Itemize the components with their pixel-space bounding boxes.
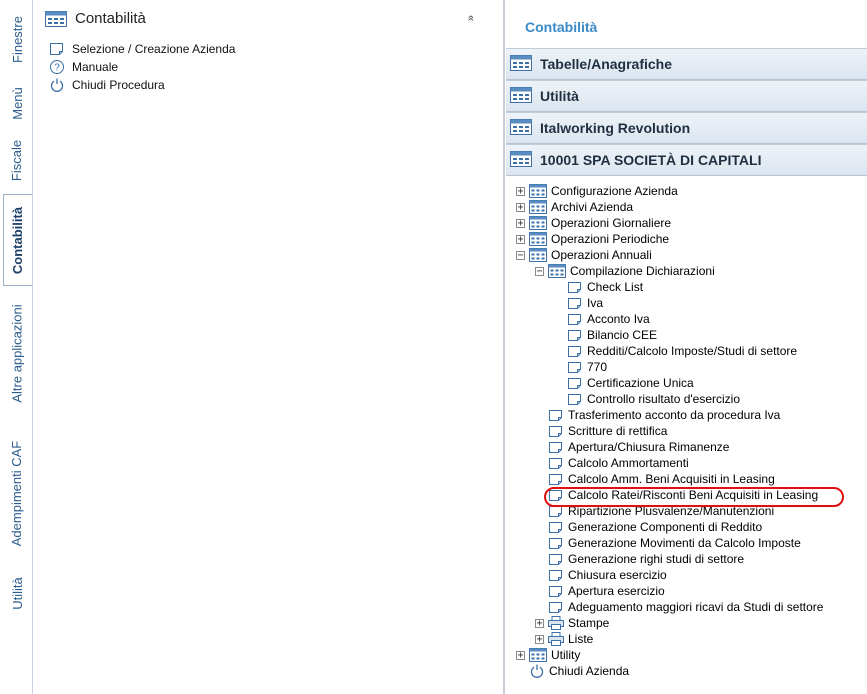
document-icon	[567, 361, 583, 374]
expand-icon[interactable]: +	[536, 633, 543, 645]
expand-icon[interactable]: +	[536, 617, 543, 629]
tree-node-label: Ripartizione Plusvalenze/Manutenzioni	[568, 504, 775, 518]
grid-menu-icon	[510, 151, 532, 170]
tree-node[interactable]	[535, 615, 609, 631]
tab-adempimenti-caf-label: Adempimenti CAF	[9, 440, 25, 546]
tree-node[interactable]	[548, 471, 775, 487]
collapse-icon[interactable]: »	[465, 14, 478, 22]
tree-node[interactable]	[567, 391, 740, 407]
help-icon	[49, 59, 65, 75]
tree-node[interactable]	[535, 263, 715, 279]
tree-node-label: Generazione Componenti di Reddito	[568, 520, 763, 534]
tree-node-label: Apertura esercizio	[568, 584, 665, 598]
tree-node[interactable]	[516, 199, 633, 215]
tree-node[interactable]	[548, 583, 665, 599]
tree-node[interactable]	[567, 327, 657, 343]
tab-menu[interactable]	[4, 80, 30, 126]
folder-grid-icon	[529, 232, 547, 246]
document-icon	[548, 489, 564, 502]
tree-node[interactable]	[567, 359, 607, 375]
tree-node[interactable]	[516, 215, 671, 231]
grid-menu-icon	[45, 11, 67, 27]
collapse-icon[interactable]: −	[536, 265, 543, 277]
tree-node[interactable]	[567, 311, 650, 327]
tree-node[interactable]	[567, 279, 643, 295]
right-navigation-panel	[505, 0, 867, 694]
document-icon	[548, 505, 564, 518]
tree-node-label: 770	[587, 360, 608, 374]
tree-node-label: Compilazione Dichiarazioni	[570, 264, 715, 278]
document-icon	[548, 553, 564, 566]
tab-contabilita-label: Contabilità	[10, 206, 26, 274]
tree-node-label: Redditi/Calcolo Imposte/Studi di settore	[587, 344, 798, 358]
svg-text:?: ?	[54, 62, 60, 74]
document-icon	[548, 409, 564, 422]
tree-node-label: Chiudi Azienda	[549, 664, 630, 678]
tree-node[interactable]	[548, 439, 729, 455]
document-icon	[548, 457, 564, 470]
document-icon	[548, 585, 564, 598]
folder-grid-icon	[529, 216, 547, 230]
menu-item-manuale[interactable]	[49, 59, 118, 75]
right-panel-title: Contabilità	[525, 19, 598, 35]
document-icon	[567, 313, 583, 326]
expand-icon[interactable]: +	[517, 649, 524, 661]
accordion-label: Tabelle/Anagrafiche	[540, 56, 673, 72]
tree-node[interactable]	[548, 567, 667, 583]
left-menu-panel	[33, 0, 503, 694]
tree-node-label: Utility	[551, 648, 581, 662]
tree-node[interactable]	[516, 231, 669, 247]
tree-node[interactable]	[529, 663, 629, 679]
accordion-label: 10001 SPA SOCIETÀ DI CAPITALI	[540, 152, 762, 168]
tree-node[interactable]	[516, 647, 580, 663]
tree-node[interactable]	[548, 535, 801, 551]
tree-node[interactable]	[548, 407, 780, 423]
document-icon	[567, 329, 583, 342]
expand-icon[interactable]: +	[517, 201, 524, 213]
tree-node[interactable]	[548, 455, 689, 471]
accordion-italworking-revolution[interactable]	[506, 112, 867, 144]
document-icon	[548, 473, 564, 486]
tree-node[interactable]	[548, 599, 823, 615]
collapse-icon[interactable]: −	[517, 249, 524, 261]
tree-node-label: Liste	[568, 632, 594, 646]
power-icon	[49, 77, 65, 93]
document-icon	[567, 345, 583, 358]
tab-contabilita[interactable]	[3, 194, 32, 286]
tree-node[interactable]	[548, 551, 744, 567]
tree-node-label: Operazioni Periodiche	[551, 232, 670, 246]
tree-node[interactable]	[548, 423, 667, 439]
folder-grid-icon	[548, 264, 566, 278]
document-icon	[548, 601, 564, 614]
tree-node-label: Bilancio CEE	[587, 328, 658, 342]
tab-altre-applicazioni-label: Altre applicazioni	[9, 303, 25, 403]
tree-node-label: Operazioni Annuali	[551, 248, 652, 262]
document-icon	[567, 393, 583, 406]
tab-adempimenti-caf[interactable]	[4, 426, 30, 560]
tree-node[interactable]	[548, 503, 774, 519]
tree-node[interactable]	[535, 631, 593, 647]
tab-fiscale-label: Fiscale	[9, 139, 25, 181]
tree-node-label: Trasferimento acconto da procedura Iva	[568, 408, 781, 422]
accordion-label: Utilità	[540, 88, 579, 104]
vertical-tab-strip	[0, 0, 33, 694]
document-icon	[548, 521, 564, 534]
tree-node-label: Iva	[587, 296, 604, 310]
document-icon	[548, 441, 564, 454]
tree-node-label: Scritture di rettifica	[568, 424, 668, 438]
tree-node-label: Calcolo Ammortamenti	[568, 456, 689, 470]
document-icon	[548, 537, 564, 550]
left-panel-title: Contabilità	[75, 10, 146, 27]
document-icon	[567, 297, 583, 310]
folder-grid-icon	[529, 184, 547, 198]
document-icon	[567, 377, 583, 390]
tree-node-label: Check List	[587, 280, 644, 294]
tree-node-label: Apertura/Chiusura Rimanenze	[568, 440, 730, 454]
tree-node-label: Acconto Iva	[587, 312, 650, 326]
tree-node[interactable]	[567, 375, 694, 391]
menu-item-chiudi-procedura[interactable]	[49, 77, 165, 93]
tab-menu-label: Menù	[9, 86, 25, 120]
tab-utilita[interactable]	[4, 568, 30, 618]
accordion-company[interactable]	[506, 144, 867, 176]
tree-node-label: Calcolo Amm. Beni Acquisiti in Leasing	[568, 472, 775, 486]
tree-node[interactable]	[548, 519, 762, 535]
tree-node[interactable]	[516, 183, 678, 199]
menu-item-label: Manuale	[72, 60, 119, 74]
tab-finestre[interactable]	[4, 8, 30, 70]
grid-menu-icon	[510, 119, 532, 138]
tree-node-label: Configurazione Azienda	[551, 184, 678, 198]
tree-node-label: Certificazione Unica	[587, 376, 694, 390]
tree-node-label: Stampe	[568, 616, 610, 630]
tree-node[interactable]	[567, 343, 797, 359]
tree-node-label: Generazione Movimenti da Calcolo Imposte	[568, 536, 801, 550]
tree-node-label: Controllo risultato d'esercizio	[587, 392, 741, 406]
accordion-tabelle-anagrafiche[interactable]	[506, 48, 867, 80]
tree-node[interactable]	[548, 487, 818, 503]
folder-grid-icon	[529, 200, 547, 214]
accordion-label: Italworking Revolution	[540, 120, 691, 136]
expand-icon[interactable]: +	[517, 185, 524, 197]
grid-menu-icon	[510, 55, 532, 74]
power-icon	[529, 663, 545, 679]
document-icon	[548, 425, 564, 438]
tree-node-label: Operazioni Giornaliere	[551, 216, 672, 230]
menu-item-label: Chiudi Procedura	[72, 78, 165, 92]
tab-altre-applicazioni[interactable]	[4, 292, 30, 414]
tab-utilita-label: Utilità	[9, 576, 25, 610]
printer-icon	[548, 616, 564, 630]
printer-icon	[548, 632, 564, 646]
tree-node-label: Generazione righi studi di settore	[568, 552, 745, 566]
folder-grid-icon	[529, 648, 547, 662]
grid-menu-icon	[510, 87, 532, 106]
left-panel-header	[45, 10, 146, 27]
document-icon	[548, 569, 564, 582]
tab-fiscale[interactable]	[4, 132, 30, 188]
expand-icon[interactable]: +	[517, 233, 524, 245]
document-icon	[49, 42, 65, 56]
tree-node-label: Archivi Azienda	[551, 200, 634, 214]
tree-node-label: Calcolo Ratei/Risconti Beni Acquisiti in Leasing	[568, 488, 819, 502]
accordion-utilita[interactable]	[506, 80, 867, 112]
menu-item-selezione-azienda[interactable]	[49, 41, 235, 57]
tree-node-label: Adeguamento maggiori ricavi da Studi di settore	[568, 600, 824, 614]
menu-item-label: Selezione / Creazione Azienda	[72, 42, 236, 56]
tab-finestre-label: Finestre	[9, 15, 25, 63]
tree-node[interactable]	[516, 247, 652, 263]
tree-node-label: Chiusura esercizio	[568, 568, 667, 582]
document-icon	[567, 281, 583, 294]
tree-node[interactable]	[567, 295, 603, 311]
folder-grid-icon	[529, 248, 547, 262]
expand-icon[interactable]: +	[517, 217, 524, 229]
